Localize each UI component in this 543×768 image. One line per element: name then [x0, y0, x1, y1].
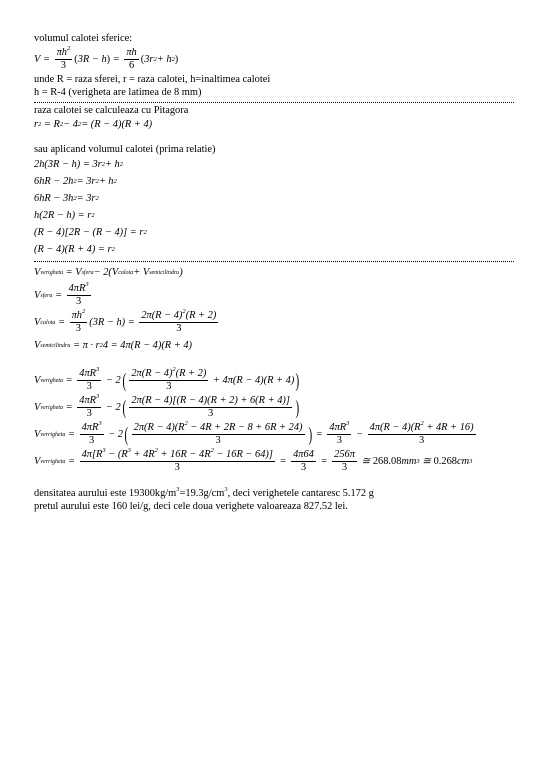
- divider: [34, 261, 514, 262]
- text-density: densitatea aurului este $19300kg/m^3=19.3g/cm^3$, deci verighetele cantaresc 5.172 g: [34, 486, 374, 500]
- formula-step-3: 6hR − 3h 2 = 3r 2: [34, 192, 99, 204]
- formula-step-2: 6hR − 2h 2 = 3r 2 + h 2: [34, 175, 117, 187]
- text-title: volumul calotei sferice:: [34, 33, 133, 44]
- formula-v-sphere: V sfera = $\frac{4\pi R^3}{3}$: [34, 281, 89, 308]
- formula-v-cap: V calota = $\frac{\pi h^2}{3}$ (3R − h) = $\frac{2\pi(R - 4)^2(R + 2)}{3}$: [34, 308, 217, 335]
- formula-pythagoras: r 2 = R 2 − 4 2 = (R − 4)(R + 4): [34, 118, 153, 130]
- formula-step-6: (R − 4)(R + 4) = r 2: [34, 243, 115, 255]
- text-apply: sau aplicand volumul calotei (prima relatie): [34, 144, 216, 156]
- formula-step-1: 2h(3R − h) = 3r 2 + h 2: [34, 158, 124, 170]
- formula-step-4: h(2R − h) = r 2: [34, 209, 95, 221]
- divider: [34, 102, 514, 103]
- text-h: h = R-4 (verigheta are latimea de 8 mm): [34, 86, 202, 98]
- text-radius: raza calotei se calculeaza cu Pitagora: [34, 105, 189, 117]
- formula-ring-3: V verrigheta = $\frac{4\pi R^3}{3}$ − 2 ( $\frac{2\pi(R - 4)(R^2 - 4R + 2R - 8 + 6R + 24)}{3}$ ) = $\frac{4\pi R^3}{3}$ − $\frac{4\pi(R - 4)(R^2 + 4R + 16)}{3}$: [34, 420, 474, 447]
- text-where: unde R = raza sferei, r = raza calotei, h=inaltimea calotei: [34, 74, 271, 86]
- formula-ring-2: V verigheta = $\frac{4\pi R^3}{3}$ − 2 ( $\frac{2\pi(R - 4)[(R - 4)(R + 2) + 6(R + 4)]}{3}$ ): [34, 393, 300, 420]
- formula-ring-1: V verigheta = $\frac{4\pi R^3}{3}$ − 2 ( $\frac{2\pi(R - 4)^2(R + 2)}{3}$ + 4π(R − 4)(R + 4) ): [34, 366, 300, 393]
- result-mm3: 268.08: [372, 455, 402, 467]
- formula-step-5: (R − 4)[2R − (R − 4)] = r 2: [34, 226, 147, 238]
- formula-v-ring: V verigheta = V sfera − 2(V calota + V semicilindru ): [34, 266, 183, 278]
- document-page: [34, 33, 514, 513]
- formula-cap-volume: V = $\frac{\pi h^2}{3}$ ( 3R − h ) = $\frac{\pi h}{6}$ ( 3r 2 + h 2 ): [34, 45, 179, 72]
- formula-ring-4: V verrigheta = $\frac{4\pi[R^3 - (R^3 + 4R^2 + 16R - 4R^2 - 16R - 64)]}{3}$ = $\frac{4\pi 64}{3}$ = $\frac{256\pi}{3}$ ≅ 268.08 mm 3 ≅ 0.268 cm 3: [34, 447, 473, 474]
- text-price: pretul aurului este 160 lei/g, deci cele doua verighete valoareaza 827.52 lei.: [34, 500, 348, 512]
- formula-v-semicyl: V semicilindru = π · r 2 4 = 4π(R − 4)(R + 4): [34, 339, 193, 351]
- result-cm3: 0.268: [433, 455, 457, 467]
